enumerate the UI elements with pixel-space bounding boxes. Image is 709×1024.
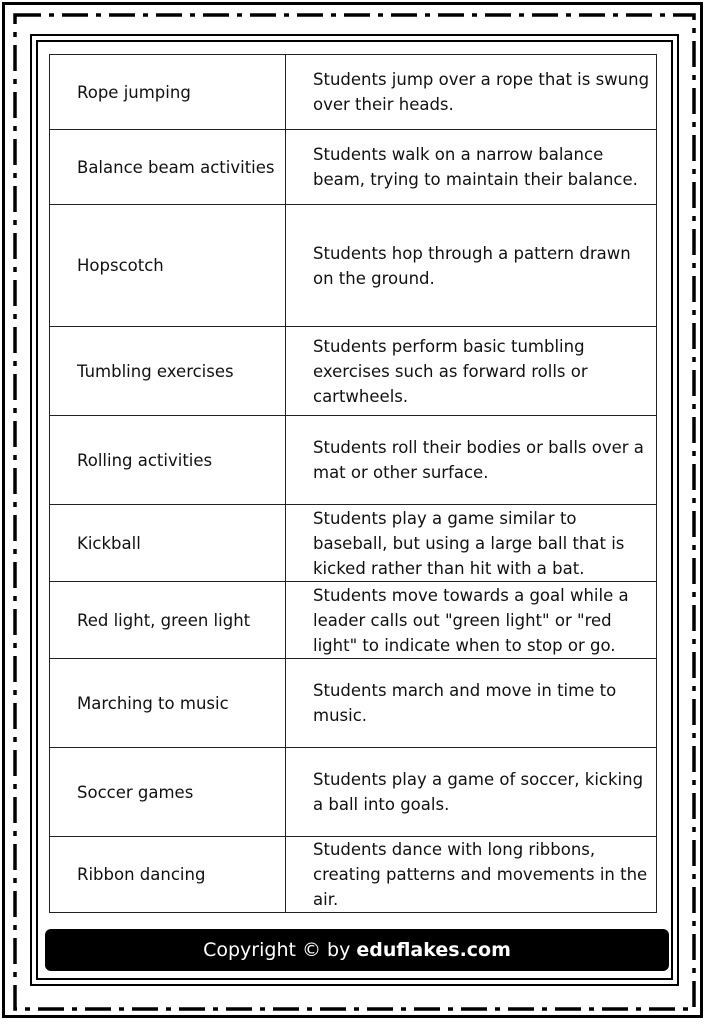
copyright-footer [45, 929, 669, 971]
activity-description: Students jump over a rope that is swung over their heads. [286, 55, 657, 130]
activity-description: Students play a game similar to baseball, but using a large ball that is kicked rather than hit with a bat. [286, 505, 657, 582]
activity-description: Students roll their bodies or balls over a mat or other surface. [286, 416, 657, 505]
activity-name: Ribbon dancing [50, 837, 286, 913]
table-row [50, 327, 657, 416]
activity-description: Students play a game of soccer, kicking a ball into goals. [286, 748, 657, 837]
activity-description: Students perform basic tumbling exercises such as forward rolls or cartwheels. [286, 327, 657, 416]
activity-name: Hopscotch [50, 205, 286, 327]
activity-name: Marching to music [50, 659, 286, 748]
table-row [50, 659, 657, 748]
activity-name: Soccer games [50, 748, 286, 837]
copyright-text: Copyright © by [203, 939, 351, 961]
activity-description: Students march and move in time to music. [286, 659, 657, 748]
activity-name: Rolling activities [50, 416, 286, 505]
table-row [50, 505, 657, 582]
activity-description: Students dance with long ribbons, creating patterns and movements in the air. [286, 837, 657, 913]
activity-name: Rope jumping [50, 55, 286, 130]
activity-description: Students hop through a pattern drawn on the ground. [286, 205, 657, 327]
table-row [50, 582, 657, 659]
table-row [50, 55, 657, 130]
activity-name: Kickball [50, 505, 286, 582]
table-row [50, 748, 657, 837]
table-row [50, 205, 657, 327]
activity-name: Balance beam activities [50, 130, 286, 205]
activities-table [49, 54, 657, 913]
activity-description: Students walk on a narrow balance beam, trying to maintain their balance. [286, 130, 657, 205]
table-row [50, 130, 657, 205]
brand-name: eduflakes.com [356, 939, 511, 961]
table-row [50, 837, 657, 913]
activity-name: Tumbling exercises [50, 327, 286, 416]
activity-name: Red light, green light [50, 582, 286, 659]
activity-description: Students move towards a goal while a leader calls out "green light" or "red light" to indicate when to stop or go. [286, 582, 657, 659]
table-row [50, 416, 657, 505]
